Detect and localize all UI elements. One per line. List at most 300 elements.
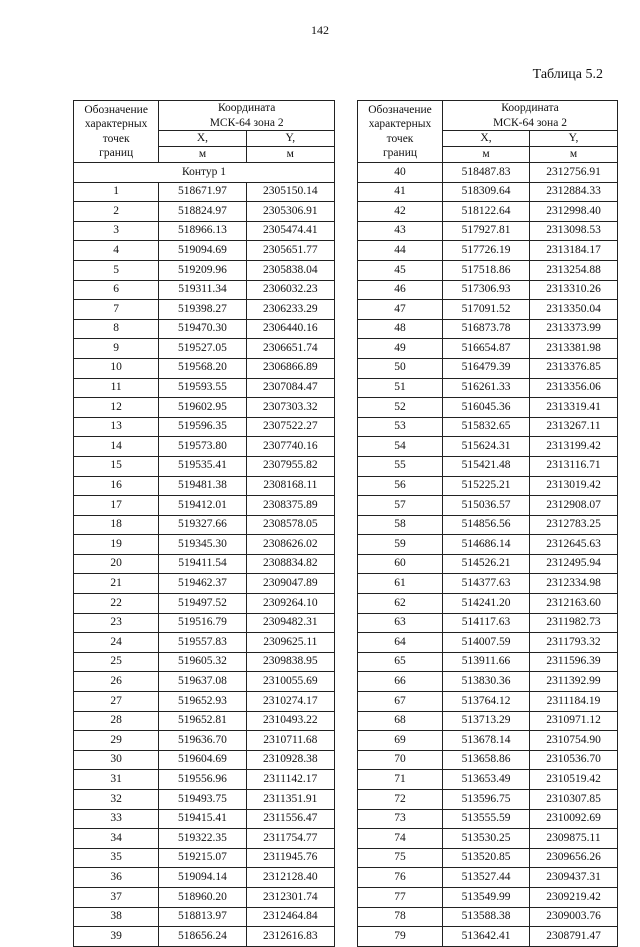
column-header-points: Обозначение характерных точек границ [358,101,443,163]
y-coordinate: 2313319.41 [530,398,618,418]
point-number: 64 [358,633,443,653]
table-row [358,770,618,790]
y-coordinate: 2307303.32 [246,398,334,418]
point-number: 32 [74,790,159,810]
x-coordinate: 515832.65 [443,417,530,437]
x-coordinate: 513527.44 [443,868,530,888]
point-number: 61 [358,574,443,594]
y-coordinate: 2305306.91 [246,202,334,222]
y-coordinate: 2311351.91 [246,790,334,810]
point-number: 45 [358,260,443,280]
x-coordinate: 519322.35 [159,829,246,849]
y-coordinate: 2309875.11 [530,829,618,849]
point-number: 36 [74,868,159,888]
table-row [358,829,618,849]
point-number: 15 [74,456,159,476]
x-coordinate: 519652.93 [159,692,246,712]
x-coordinate: 519412.01 [159,496,246,516]
x-coordinate: 513713.29 [443,711,530,731]
y-coordinate: 2310536.70 [530,750,618,770]
table-row [74,731,335,751]
y-coordinate: 2307522.27 [246,417,334,437]
table-row [74,887,335,907]
point-number: 52 [358,398,443,418]
y-coordinate: 2311793.32 [530,633,618,653]
table-row [74,182,335,202]
y-coordinate: 2312464.84 [246,907,334,927]
table-row [358,868,618,888]
table-row [358,358,618,378]
y-coordinate: 2311754.77 [246,829,334,849]
table-row [74,300,335,320]
point-number: 38 [74,907,159,927]
x-coordinate: 513678.14 [443,731,530,751]
y-coordinate: 2307740.16 [246,437,334,457]
y-coordinate: 2311142.17 [246,770,334,790]
x-coordinate: 514117.63 [443,613,530,633]
y-coordinate: 2307084.47 [246,378,334,398]
y-coordinate: 2311556.47 [246,809,334,829]
x-coordinate: 514526.21 [443,554,530,574]
y-coordinate: 2313116.71 [530,456,618,476]
point-number: 50 [358,358,443,378]
y-coordinate: 2310092.69 [530,809,618,829]
y-coordinate: 2313310.26 [530,280,618,300]
y-coordinate: 2307955.82 [246,456,334,476]
table-row [358,672,618,692]
y-coordinate: 2313356.06 [530,378,618,398]
x-coordinate: 513658.86 [443,750,530,770]
table-row [358,515,618,535]
x-coordinate: 515225.21 [443,476,530,496]
point-number: 26 [74,672,159,692]
point-number: 2 [74,202,159,222]
table-row [74,339,335,359]
y-coordinate: 2312908.07 [530,496,618,516]
x-coordinate: 519411.54 [159,554,246,574]
table-row [358,280,618,300]
y-coordinate: 2312301.74 [246,887,334,907]
y-coordinate: 2311392.99 [530,672,618,692]
x-coordinate: 513642.41 [443,927,530,947]
table-row [358,202,618,222]
table-row [358,182,618,202]
y-coordinate: 2311596.39 [530,652,618,672]
y-coordinate: 2306440.16 [246,319,334,339]
point-number: 65 [358,652,443,672]
x-coordinate: 519209.96 [159,260,246,280]
table-row [74,398,335,418]
x-coordinate: 513588.38 [443,907,530,927]
y-coordinate: 2313199.42 [530,437,618,457]
point-number: 67 [358,692,443,712]
y-coordinate: 2306651.74 [246,339,334,359]
column-unit-x: м [443,147,530,163]
column-unit-y: м [530,147,618,163]
table-row [358,417,618,437]
y-coordinate: 2309003.76 [530,907,618,927]
point-number: 11 [74,378,159,398]
table-row [74,554,335,574]
point-number: 76 [358,868,443,888]
table-row [358,731,618,751]
y-coordinate: 2309437.31 [530,868,618,888]
y-coordinate: 2308375.89 [246,496,334,516]
point-number: 73 [358,809,443,829]
x-coordinate: 519573.80 [159,437,246,457]
y-coordinate: 2309219.42 [530,887,618,907]
point-number: 16 [74,476,159,496]
table-row [74,456,335,476]
point-number: 54 [358,437,443,457]
y-coordinate: 2306866.89 [246,358,334,378]
table-row [358,241,618,261]
point-number: 5 [74,260,159,280]
y-coordinate: 2310493.22 [246,711,334,731]
point-number: 13 [74,417,159,437]
x-coordinate: 518671.97 [159,182,246,202]
table-row [358,574,618,594]
x-coordinate: 517306.93 [443,280,530,300]
point-number: 17 [74,496,159,516]
point-number: 27 [74,692,159,712]
x-coordinate: 518960.20 [159,887,246,907]
x-coordinate: 519556.96 [159,770,246,790]
table-row [358,848,618,868]
x-coordinate: 513520.85 [443,848,530,868]
point-number: 55 [358,456,443,476]
x-coordinate: 515624.31 [443,437,530,457]
x-coordinate: 518309.64 [443,182,530,202]
table-row [74,476,335,496]
table-row [358,887,618,907]
point-number: 25 [74,652,159,672]
y-coordinate: 2313350.04 [530,300,618,320]
y-coordinate: 2310928.38 [246,750,334,770]
y-coordinate: 2305150.14 [246,182,334,202]
point-number: 35 [74,848,159,868]
x-coordinate: 513764.12 [443,692,530,712]
x-coordinate: 519470.30 [159,319,246,339]
table-row [74,496,335,516]
x-coordinate: 519345.30 [159,535,246,555]
point-number: 20 [74,554,159,574]
column-header-y: Y, [530,131,618,147]
point-number: 77 [358,887,443,907]
x-coordinate: 518813.97 [159,907,246,927]
table-row [358,711,618,731]
y-coordinate: 2310274.17 [246,692,334,712]
y-coordinate: 2310307.85 [530,790,618,810]
table-row [358,535,618,555]
x-coordinate: 518487.83 [443,163,530,183]
point-number: 75 [358,848,443,868]
y-coordinate: 2312495.94 [530,554,618,574]
x-coordinate: 519215.07 [159,848,246,868]
y-coordinate: 2308578.05 [246,515,334,535]
table-row [74,613,335,633]
y-coordinate: 2311945.76 [246,848,334,868]
table-row [74,633,335,653]
table-row [358,339,618,359]
table-row [74,809,335,829]
point-number: 79 [358,927,443,947]
x-coordinate: 519596.35 [159,417,246,437]
point-number: 63 [358,613,443,633]
table-row [74,750,335,770]
point-number: 72 [358,790,443,810]
point-number: 66 [358,672,443,692]
point-number: 53 [358,417,443,437]
x-coordinate: 519652.81 [159,711,246,731]
coordinates-table-left [73,100,335,947]
point-number: 1 [74,182,159,202]
table-row [74,927,335,947]
table-row [358,692,618,712]
x-coordinate: 518824.97 [159,202,246,222]
y-coordinate: 2311982.73 [530,613,618,633]
table-row [358,496,618,516]
point-number: 41 [358,182,443,202]
point-number: 59 [358,535,443,555]
y-coordinate: 2313381.98 [530,339,618,359]
point-number: 68 [358,711,443,731]
point-number: 58 [358,515,443,535]
table-row [74,280,335,300]
y-coordinate: 2312616.83 [246,927,334,947]
y-coordinate: 2311184.19 [530,692,618,712]
x-coordinate: 516045.36 [443,398,530,418]
point-number: 56 [358,476,443,496]
page-number: 142 [311,23,329,37]
x-coordinate: 516479.39 [443,358,530,378]
x-coordinate: 519535.41 [159,456,246,476]
table-row [74,358,335,378]
y-coordinate: 2306032.23 [246,280,334,300]
y-coordinate: 2308626.02 [246,535,334,555]
point-number: 33 [74,809,159,829]
point-number: 74 [358,829,443,849]
point-number: 28 [74,711,159,731]
y-coordinate: 2306233.29 [246,300,334,320]
table-row [74,535,335,555]
x-coordinate: 517927.81 [443,221,530,241]
column-unit-y: м [246,147,334,163]
y-coordinate: 2309656.26 [530,848,618,868]
point-number: 70 [358,750,443,770]
x-coordinate: 519527.05 [159,339,246,359]
x-coordinate: 517518.86 [443,260,530,280]
table-row [74,202,335,222]
table-caption: Таблица 5.2 [532,67,603,82]
table-row [74,437,335,457]
y-coordinate: 2313254.88 [530,260,618,280]
table-row [358,437,618,457]
table-row [74,829,335,849]
point-number: 9 [74,339,159,359]
table-row [358,907,618,927]
point-number: 22 [74,594,159,614]
x-coordinate: 519398.27 [159,300,246,320]
y-coordinate: 2313098.53 [530,221,618,241]
y-coordinate: 2312783.25 [530,515,618,535]
table-row [358,633,618,653]
point-number: 10 [74,358,159,378]
point-number: 57 [358,496,443,516]
table-row [358,809,618,829]
point-number: 46 [358,280,443,300]
table-row [74,574,335,594]
table-row [358,652,618,672]
y-coordinate: 2313019.42 [530,476,618,496]
table-row [74,594,335,614]
x-coordinate: 519094.69 [159,241,246,261]
table-row [358,398,618,418]
x-coordinate: 519516.79 [159,613,246,633]
x-coordinate: 519593.55 [159,378,246,398]
point-number: 8 [74,319,159,339]
table-row [74,319,335,339]
point-number: 31 [74,770,159,790]
x-coordinate: 513530.25 [443,829,530,849]
point-number: 40 [358,163,443,183]
y-coordinate: 2312998.40 [530,202,618,222]
column-header-coordinate: Координата МСК-64 зона 2 [159,101,335,131]
table-row [74,868,335,888]
x-coordinate: 517091.52 [443,300,530,320]
x-coordinate: 519327.66 [159,515,246,535]
x-coordinate: 519493.75 [159,790,246,810]
point-number: 4 [74,241,159,261]
point-number: 12 [74,398,159,418]
table-row [74,515,335,535]
table-row [358,750,618,770]
x-coordinate: 519637.08 [159,672,246,692]
x-coordinate: 514686.14 [443,535,530,555]
x-coordinate: 516654.87 [443,339,530,359]
y-coordinate: 2312163.60 [530,594,618,614]
y-coordinate: 2310754.90 [530,731,618,751]
table-row [74,260,335,280]
point-number: 29 [74,731,159,751]
x-coordinate: 517726.19 [443,241,530,261]
table-row [74,711,335,731]
x-coordinate: 513549.99 [443,887,530,907]
table-row [74,848,335,868]
x-coordinate: 518122.64 [443,202,530,222]
y-coordinate: 2308834.82 [246,554,334,574]
table-row [358,378,618,398]
y-coordinate: 2305838.04 [246,260,334,280]
table-row [358,790,618,810]
y-coordinate: 2310519.42 [530,770,618,790]
table-row [358,927,618,947]
y-coordinate: 2308168.11 [246,476,334,496]
table-row [74,417,335,437]
x-coordinate: 519636.70 [159,731,246,751]
table-row [358,613,618,633]
point-number: 51 [358,378,443,398]
x-coordinate: 519602.95 [159,398,246,418]
x-coordinate: 515421.48 [443,456,530,476]
point-number: 71 [358,770,443,790]
table-row [358,221,618,241]
point-number: 34 [74,829,159,849]
point-number: 78 [358,907,443,927]
column-header-y: Y, [246,131,334,147]
y-coordinate: 2312756.91 [530,163,618,183]
x-coordinate: 513555.59 [443,809,530,829]
contour-label: Контур 1 [74,163,335,183]
x-coordinate: 519415.41 [159,809,246,829]
x-coordinate: 519604.69 [159,750,246,770]
y-coordinate: 2310971.12 [530,711,618,731]
point-number: 6 [74,280,159,300]
table-row [358,554,618,574]
x-coordinate: 519481.38 [159,476,246,496]
y-coordinate: 2308791.47 [530,927,618,947]
table-row [74,907,335,927]
x-coordinate: 513830.36 [443,672,530,692]
y-coordinate: 2305651.77 [246,241,334,261]
point-number: 18 [74,515,159,535]
x-coordinate: 513911.66 [443,652,530,672]
x-coordinate: 516873.78 [443,319,530,339]
point-number: 43 [358,221,443,241]
table-row [74,672,335,692]
y-coordinate: 2313376.85 [530,358,618,378]
coordinates-table-right [357,100,618,947]
table-row [74,221,335,241]
y-coordinate: 2313373.99 [530,319,618,339]
x-coordinate: 519557.83 [159,633,246,653]
y-coordinate: 2312645.63 [530,535,618,555]
table-row [74,241,335,261]
x-coordinate: 516261.33 [443,378,530,398]
y-coordinate: 2310711.68 [246,731,334,751]
x-coordinate: 515036.57 [443,496,530,516]
y-coordinate: 2312334.98 [530,574,618,594]
x-coordinate: 518656.24 [159,927,246,947]
table-row [74,790,335,810]
point-number: 62 [358,594,443,614]
point-number: 48 [358,319,443,339]
point-number: 39 [74,927,159,947]
x-coordinate: 519462.37 [159,574,246,594]
x-coordinate: 513596.75 [443,790,530,810]
point-number: 30 [74,750,159,770]
table-row [358,319,618,339]
table-row [358,594,618,614]
table-row [74,378,335,398]
table-row [358,456,618,476]
column-header-x: X, [159,131,246,147]
point-number: 24 [74,633,159,653]
x-coordinate: 514856.56 [443,515,530,535]
table-row [74,652,335,672]
y-coordinate: 2309264.10 [246,594,334,614]
table-row [74,770,335,790]
y-coordinate: 2312128.40 [246,868,334,888]
point-number: 3 [74,221,159,241]
table-row [358,300,618,320]
y-coordinate: 2312884.33 [530,182,618,202]
y-coordinate: 2313267.11 [530,417,618,437]
column-header-points: Обозначение характерных точек границ [74,101,159,163]
y-coordinate: 2310055.69 [246,672,334,692]
y-coordinate: 2309838.95 [246,652,334,672]
y-coordinate: 2309482.31 [246,613,334,633]
